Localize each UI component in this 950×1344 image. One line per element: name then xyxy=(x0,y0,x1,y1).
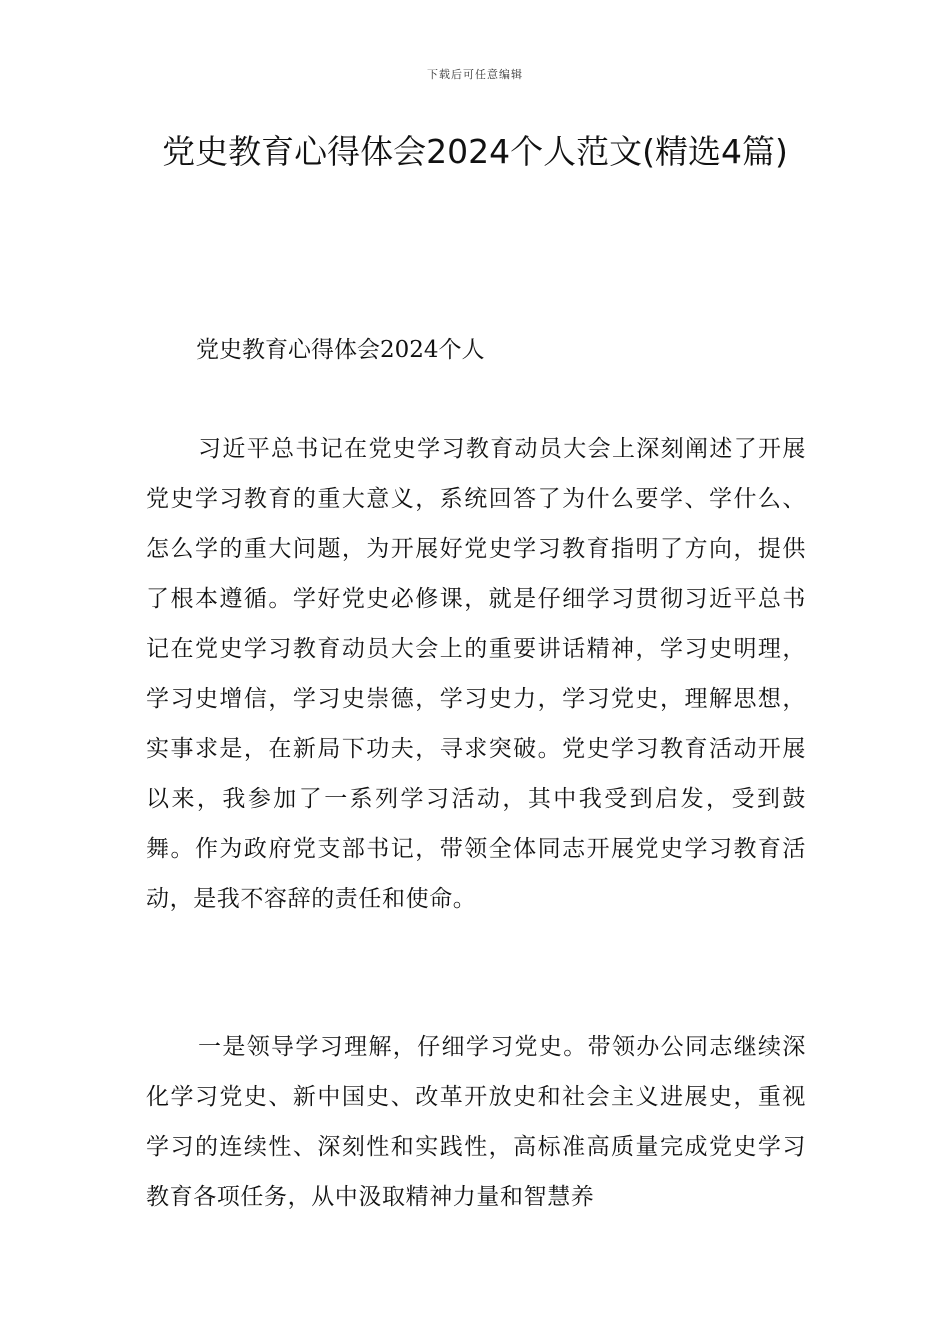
document-title: 党史教育心得体会2024个人范文(精选4篇) xyxy=(162,132,788,171)
body-paragraph: 一是领导学习理解，仔细学习党史。带领办公同志继续深化学习党史、新中国史、改革开放史和社会主义进展史，重视学习的连续性、深刻性和实践性，高标准高质量完成党史学习教育各项任务，从中汲取精神力量和智慧养 xyxy=(146,1034,806,1210)
body-paragraph: 习近平总书记在党史学习教育动员大会上深刻阐述了开展党史学习教育的重大意义，系统回答了为什么要学、学什么、怎么学的重大问题，为开展好党史学习教育指明了方向，提供了根本遵循。学好党史必修课，就是仔细学习贯彻习近平总书记在党史学习教育动员大会上的重要讲话精神，学习史明理，学习史增信，学习史崇德，学习史力，学习党史，理解思想，实事求是，在新局下功夫，寻求突破。党史学习教育活动开展以来，我参加了一系列学习活动，其中我受到启发，受到鼓舞。作为政府党支部书记，带领全体同志开展党史学习教育活动，是我不容辞的责任和使命。 xyxy=(146,436,806,912)
section-subtitle: 党史教育心得体会2024个人 xyxy=(196,337,485,363)
header-note: 下载后可任意编辑 xyxy=(427,68,523,81)
